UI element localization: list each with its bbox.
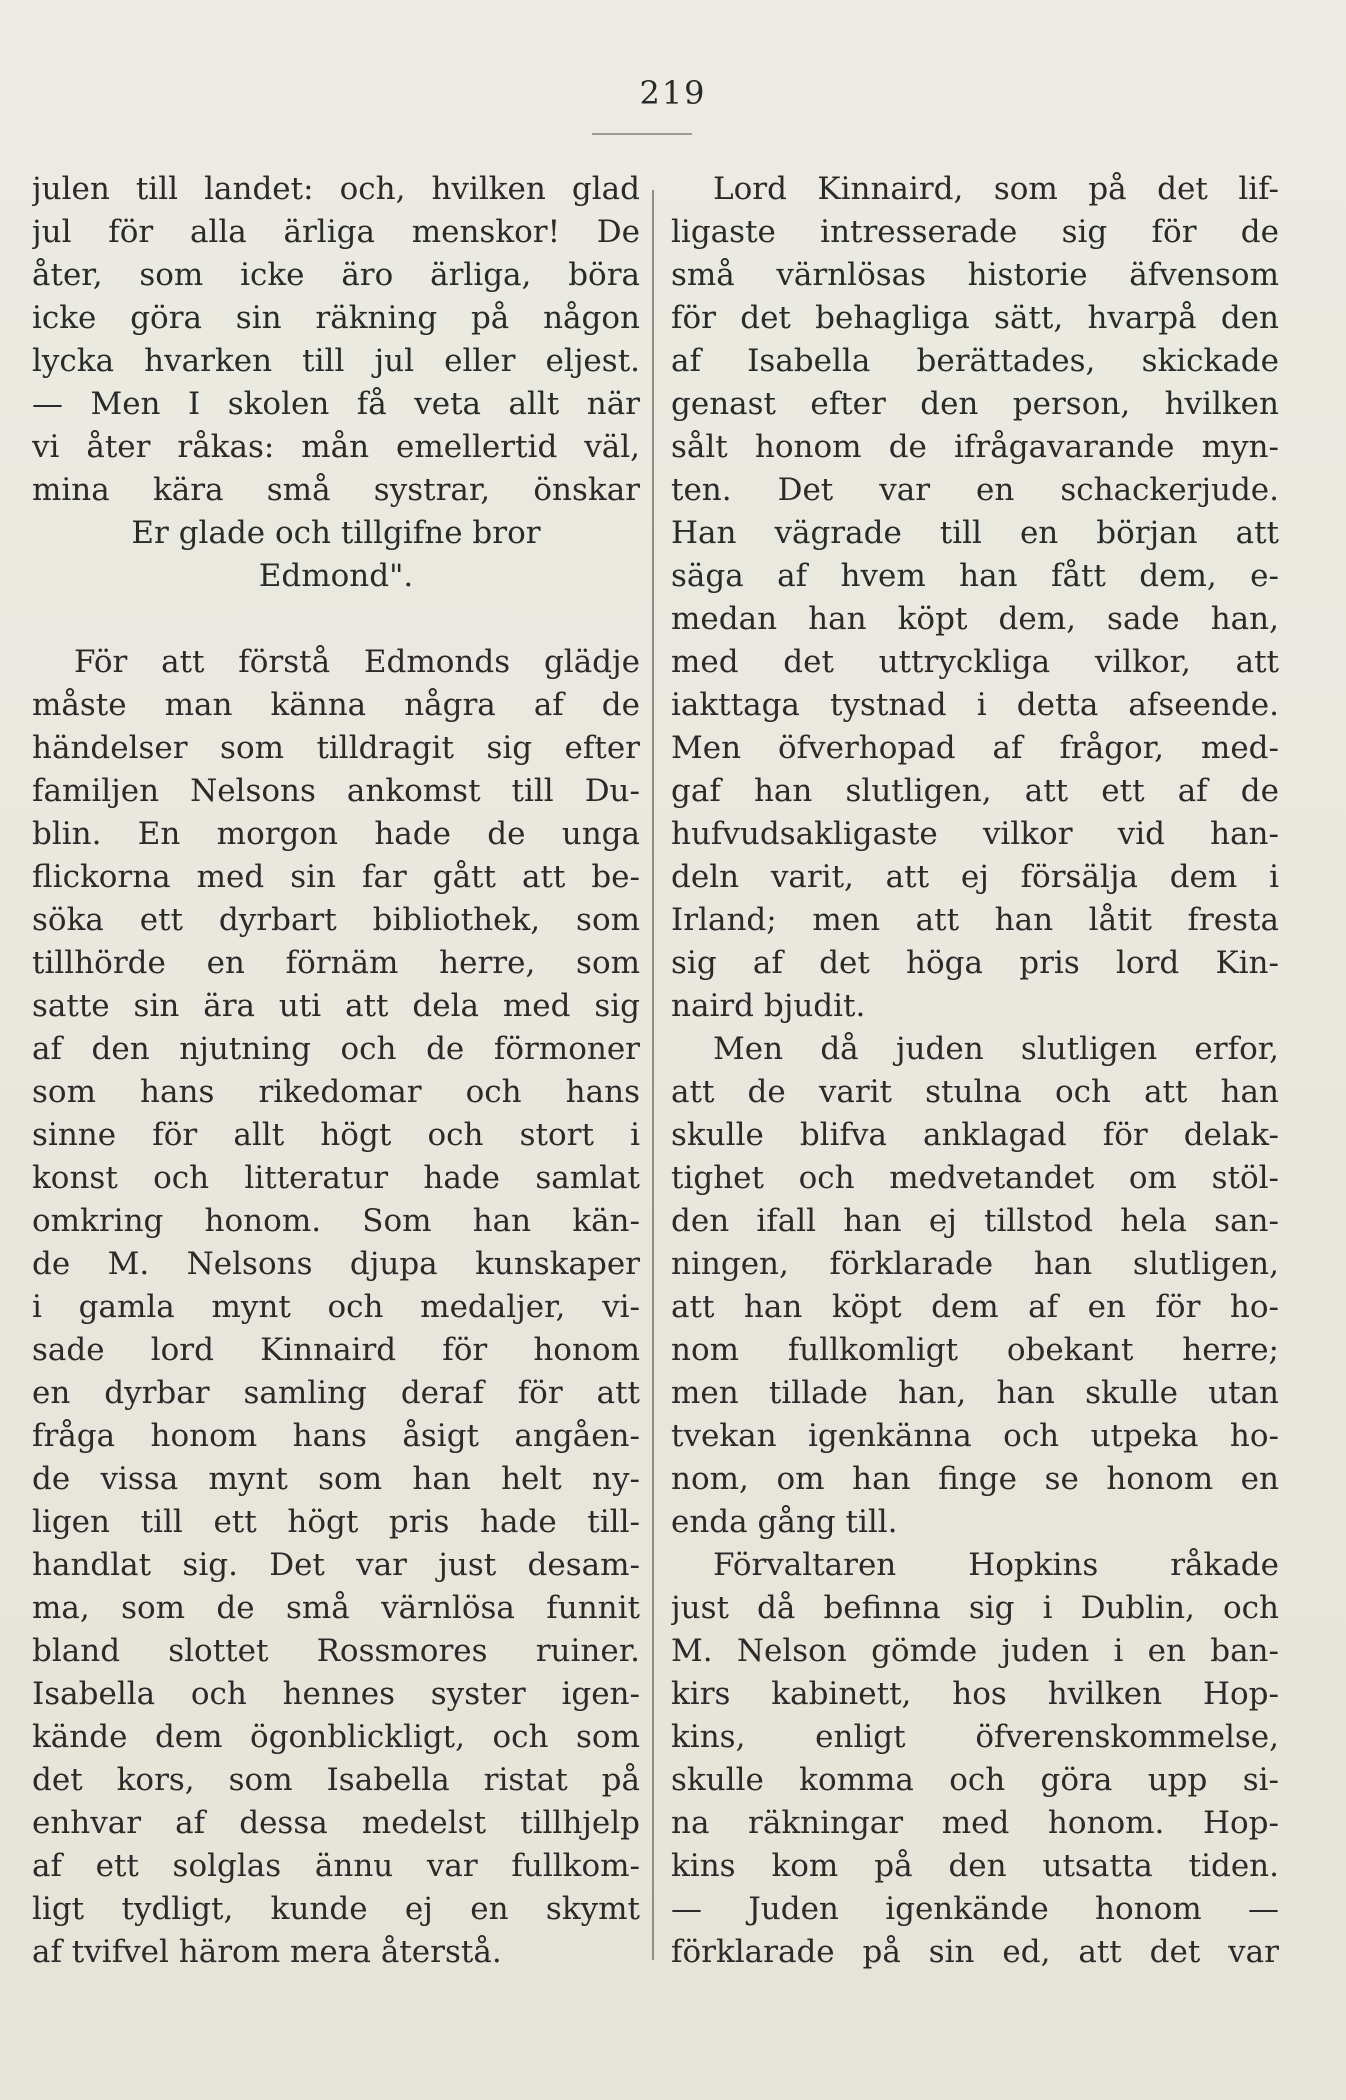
text-line: de vissa mynt som han helt ny- [32, 1461, 640, 1497]
right-text-column [671, 168, 1279, 1974]
text-line: kins, enligt öfverenskommelse, [671, 1719, 1279, 1755]
text-line: sig af det höga pris lord Kin- [671, 945, 1279, 981]
text-line: fråga honom hans åsigt angåen- [32, 1418, 640, 1454]
text-line: ma, som de små värnlösa funnit [32, 1590, 640, 1626]
text-line: enda gång till. [671, 1504, 898, 1540]
text-line: sålt honom de ifrågavarande myn- [671, 429, 1279, 465]
text-line: vi åter råkas: mån emellertid väl, [32, 429, 640, 465]
text-line: lycka hvarken till jul eller eljest. [32, 343, 640, 379]
text-line: iakttaga tystnad i detta afseende. [671, 687, 1279, 723]
text-line: kirs kabinett, hos hvilken Hop- [671, 1676, 1279, 1712]
text-line: familjen Nelsons ankomst till Du- [32, 773, 640, 809]
text-line: af ett solglas ännu var fullkom- [32, 1848, 640, 1884]
text-line: ten. Det var en schackerjude. [671, 472, 1279, 508]
text-line: sinne för allt högt och stort i [32, 1117, 640, 1153]
text-line: Isabella och hennes syster igen- [32, 1676, 640, 1712]
text-line: med det uttryckliga vilkor, att [671, 644, 1279, 680]
text-line: naird bjudit. [671, 988, 866, 1024]
text-line: Han vägrade till en början att [671, 515, 1279, 551]
text-line: Er glade och tillgifne bror [131, 515, 541, 551]
text-line: medan han köpt dem, sade han, [671, 601, 1279, 637]
text-line: konst och litteratur hade samlat [32, 1160, 640, 1196]
text-line: som hans rikedomar och hans [32, 1074, 640, 1110]
text-line: den ifall han ej tillstod hela san- [671, 1203, 1279, 1239]
text-line: handlat sig. Det var just desam- [32, 1547, 640, 1583]
text-line: Edmond". [258, 558, 414, 594]
text-line: gaf han slutligen, att ett af de [671, 773, 1279, 809]
text-line: nom fullkomligt obekant herre; [671, 1332, 1279, 1368]
text-line [32, 598, 640, 641]
text-line: satte sin ära uti att dela med sig [32, 988, 640, 1024]
text-line: för det behagliga sätt, hvarpå den [671, 300, 1279, 336]
text-line: Förvaltaren Hopkins råkade [713, 1547, 1279, 1583]
left-text-column [32, 168, 640, 1974]
text-line: sade lord Kinnaird för honom [32, 1332, 640, 1368]
text-line: just då befinna sig i Dublin, och [671, 1590, 1279, 1626]
text-line: skulle blifva anklagad för delak- [671, 1117, 1279, 1153]
text-line: M. Nelson gömde juden i en ban- [671, 1633, 1279, 1669]
text-line: ningen, förklarade han slutligen, [671, 1246, 1279, 1282]
text-line: kände dem ögonblickligt, och som [32, 1719, 640, 1755]
text-line: säga af hvem han fått dem, e- [671, 558, 1279, 594]
text-line: ligt tydligt, kunde ej en skymt [32, 1891, 640, 1927]
text-line: söka ett dyrbart bibliothek, som [32, 902, 640, 938]
text-line: deln varit, att ej försälja dem i [671, 859, 1279, 895]
text-line: tillhörde en förnäm herre, som [32, 945, 640, 981]
text-line: na räkningar med honom. Hop- [671, 1805, 1279, 1841]
column-divider [652, 190, 654, 1960]
text-line: mina kära små systrar, önskar [32, 472, 640, 508]
text-line: Men då juden slutligen erfor, [713, 1031, 1279, 1067]
text-line: Irland; men att han låtit fresta [671, 902, 1279, 938]
text-line: små värnlösas historie äfvensom [671, 257, 1279, 293]
text-line: För att förstå Edmonds glädje [74, 644, 640, 680]
text-line: enhvar af dessa medelst tillhjelp [32, 1805, 640, 1841]
text-line: genast efter den person, hvilken [671, 386, 1279, 422]
text-line: flickorna med sin far gått att be- [32, 859, 640, 895]
text-line: förklarade på sin ed, att det var [671, 1934, 1279, 1970]
text-line: i gamla mynt och medaljer, vi- [32, 1289, 640, 1325]
text-line: men tillade han, han skulle utan [671, 1375, 1279, 1411]
text-line: Lord Kinnaird, som på det lif- [713, 171, 1279, 207]
text-line: det kors, som Isabella ristat på [32, 1762, 640, 1798]
text-line: icke göra sin räkning på någon [32, 300, 640, 336]
text-line: kins kom på den utsatta tiden. [671, 1848, 1279, 1884]
text-line: tighet och medvetandet om stöl- [671, 1160, 1279, 1196]
text-line: att han köpt dem af en för ho- [671, 1289, 1279, 1325]
text-line: tvekan igenkänna och utpeka ho- [671, 1418, 1279, 1454]
text-line: blin. En morgon hade de unga [32, 816, 640, 852]
text-line: skulle komma och göra upp si- [671, 1762, 1279, 1798]
text-line: händelser som tilldragit sig efter [32, 730, 640, 766]
text-line: de M. Nelsons djupa kunskaper [32, 1246, 640, 1282]
text-line: måste man känna några af de [32, 687, 640, 723]
page-number: 219 [639, 74, 707, 112]
text-line: en dyrbar samling deraf för att [32, 1375, 640, 1411]
text-line: — Men I skolen få veta allt när [32, 386, 640, 422]
text-line: af Isabella berättades, skickade [671, 343, 1279, 379]
text-line: af den njutning och de förmoner [32, 1031, 640, 1067]
text-line: ligaste intresserade sig för de [671, 214, 1279, 250]
text-line: af tvifvel härom mera återstå. [32, 1934, 502, 1970]
text-line: nom, om han finge se honom en [671, 1461, 1279, 1497]
text-line: ligen till ett högt pris hade till- [32, 1504, 640, 1540]
text-line: åter, som icke äro ärliga, böra [32, 257, 640, 293]
text-line: jul för alla ärliga menskor! De [32, 214, 640, 250]
text-line: Men öfverhopad af frågor, med- [671, 730, 1279, 766]
text-line: omkring honom. Som han kän- [32, 1203, 640, 1239]
text-line: bland slottet Rossmores ruiner. [32, 1633, 640, 1669]
text-line: hufvudsakligaste vilkor vid han- [671, 816, 1279, 852]
text-line: julen till landet: och, hvilken glad [32, 171, 640, 207]
text-line: — Juden igenkände honom — [671, 1891, 1279, 1927]
text-line: att de varit stulna och att han [671, 1074, 1279, 1110]
page-number-rule [592, 133, 692, 135]
